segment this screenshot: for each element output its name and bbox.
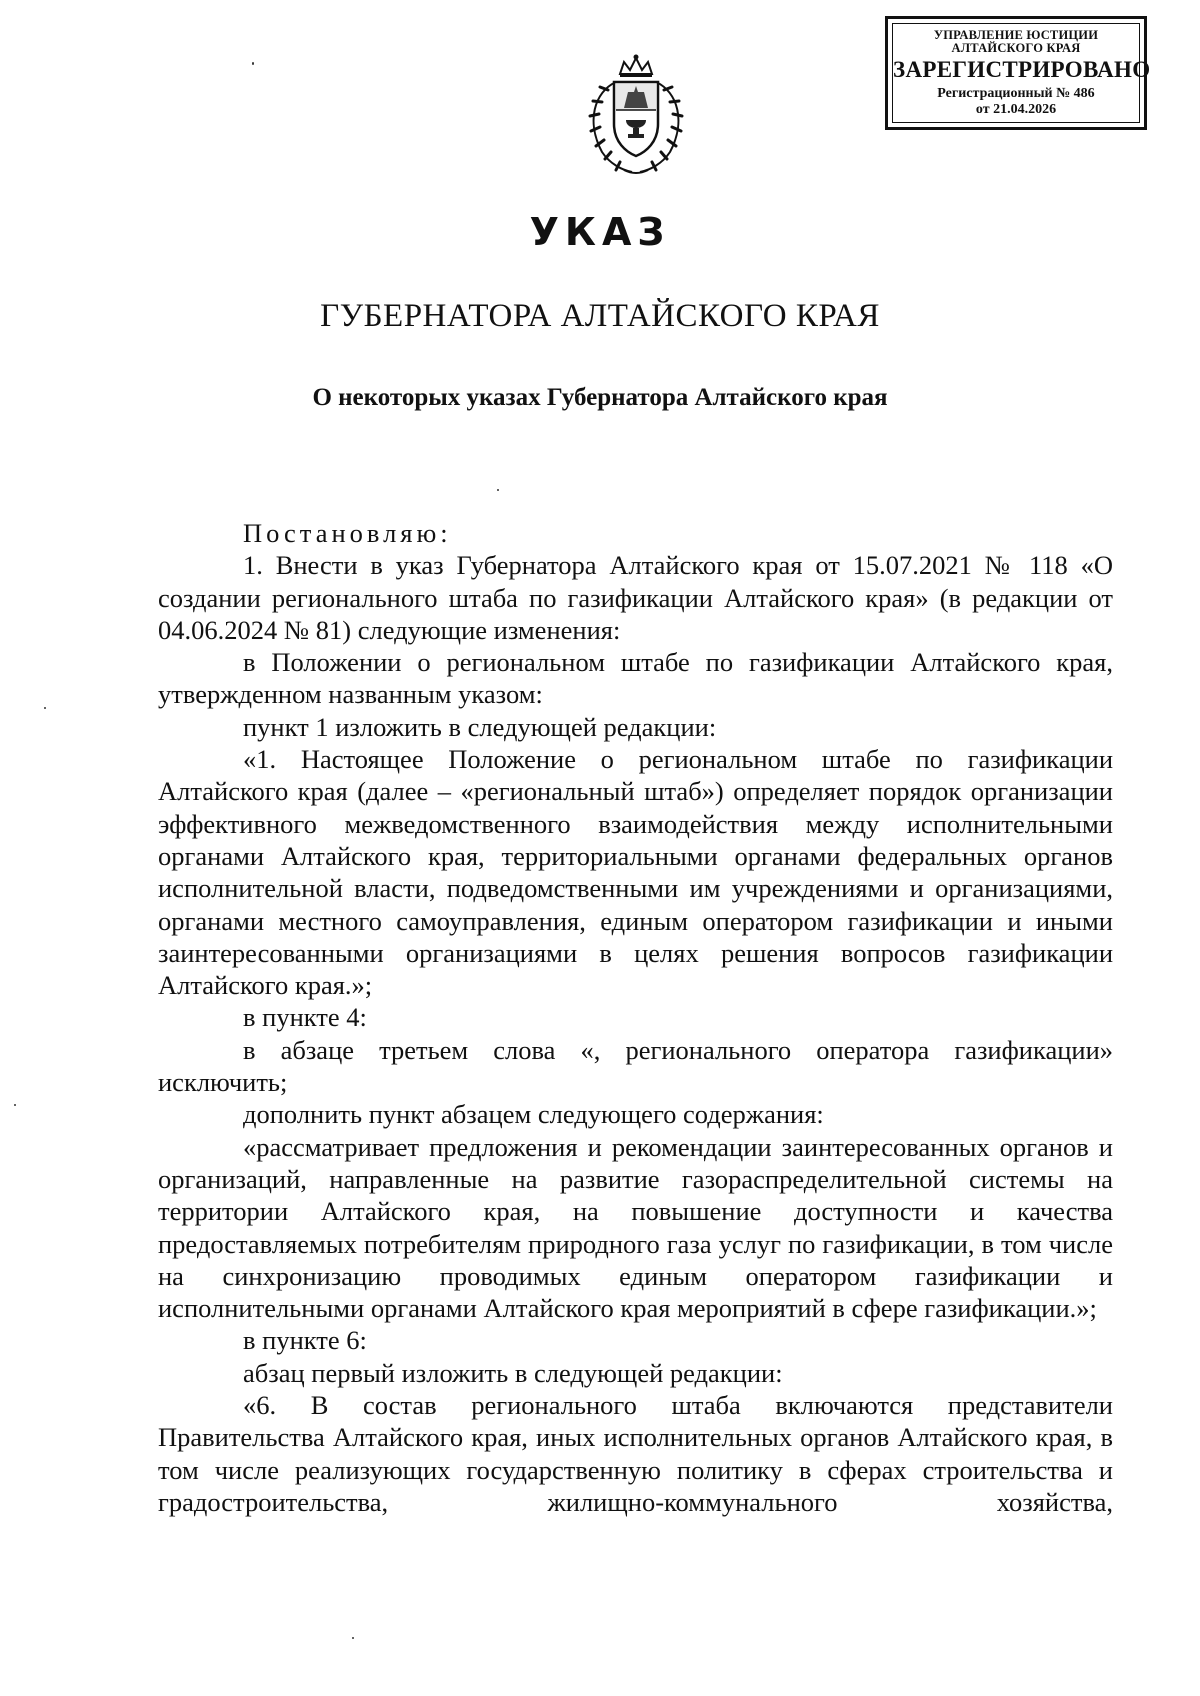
stamp-authority-line1: УПРАВЛЕНИЕ ЮСТИЦИИ (933, 28, 1099, 42)
body-paragraph: «рассматривает предложения и рекомендации заинтересованных органов и организаций, направленные на развитие газораспределительной системы на территории Алтайского края, на повышение доступности и качества предоставляемых потребителям природного газа услуг по газификации, в том числе на синхронизацию проводимых единым оператором газификации и исполнительными органами Алтайского края мероприятий в сфере газификации.»; (158, 1131, 1113, 1324)
body-paragraph: в пункте 6: (243, 1325, 367, 1356)
scan-speck (14, 1104, 16, 1106)
body-paragraph: в пункте 4: (243, 1002, 367, 1033)
body-paragraph: 1. Внести в указ Губернатора Алтайского края от 15.07.2021 № 118 «О создании регионального штаба по газификации Алтайского края» (в редакции от 04.06.2024 № 81) следующие изменения: (158, 550, 1113, 645)
body-paragraph: пункт 1 изложить в следующей редакции: (243, 711, 717, 742)
scan-speck (352, 1637, 354, 1639)
altai-krai-coat-of-arms-icon (576, 52, 696, 177)
body-paragraph: дополнить пункт абзацем следующего содержания: (243, 1099, 824, 1130)
scan-speck (44, 707, 46, 709)
document-subject: О некоторых указах Губернатора Алтайского края (312, 384, 888, 411)
body-paragraph: в Положении о региональном штабе по газификации Алтайского края, утвержденном названным указом: (158, 647, 1113, 710)
body-paragraph: «1. Настоящее Положение о региональном штабе по газификации Алтайского края (далее – «региональный штаб») определяет порядок организации эффективного межведомственного взаимодействия между исполнительными органами Алтайского края, территориальными органами федеральных органов исполнительной власти, подведомственными им учреждениями и организациями, органами местного самоуправления, единым оператором газификации и иными заинтересованными организациями в целях решения вопросов газификации Алтайского края.»; (158, 744, 1113, 1001)
stamp-date: от 21.04.2026 (975, 102, 1057, 117)
document-body (158, 517, 1113, 1518)
stamp-authority (893, 24, 1139, 55)
document-issuer: ГУБЕРНАТОРА АЛТАЙСКОГО КРАЯ (320, 298, 880, 334)
stamp-status: ЗАРЕГИСТРИРОВАНО (893, 57, 1151, 82)
registration-stamp (885, 16, 1151, 130)
body-paragraph: «6. В состав регионального штаба включаются представители Правительства Алтайского края, иных исполнительных органов Алтайского края, в том числе реализующих государственную политику в сферах строительства и градостроительства, жилищно-коммунального хозяйства, (158, 1390, 1113, 1517)
body-paragraph: Постановляю: (243, 518, 452, 548)
registration-stamp-frame (892, 23, 1151, 123)
stamp-authority-line2: АЛТАЙСКОГО КРАЯ (951, 41, 1081, 55)
document-type-title: УКАЗ (529, 210, 671, 254)
scan-speck (252, 62, 254, 65)
body-paragraph: в абзаце третьем слова «, регионального оператора газификации» исключить; (158, 1034, 1113, 1098)
scan-speck (497, 489, 499, 491)
stamp-registration-number: Регистрационный № 486 (937, 86, 1095, 101)
body-paragraph: абзац первый изложить в следующей редакции: (243, 1357, 783, 1388)
